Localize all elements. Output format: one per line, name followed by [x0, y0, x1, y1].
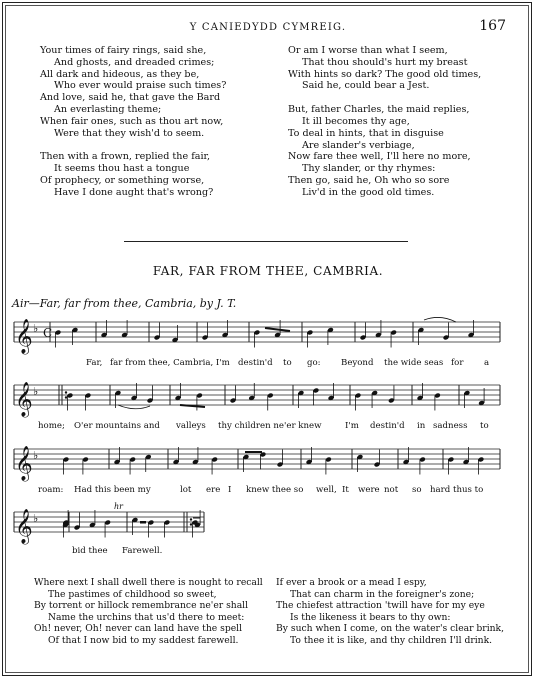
repeat-dot: [65, 396, 67, 398]
time-signature: C: [43, 326, 53, 340]
poem-line: Who ever would praise such times?: [54, 80, 227, 92]
poem-line: Or am I worse than what I seem,: [288, 45, 448, 56]
key-flat: ♭: [33, 385, 39, 398]
verse-line: If ever a brook or a mead I espy,: [276, 577, 427, 588]
poem-line: It ill becomes thy age,: [302, 115, 410, 127]
verse-line: To thee it is like, and thy children I'll drink.: [290, 634, 493, 646]
lyric-word: not: [384, 485, 399, 495]
poem-line: It seems thou hast a tongue: [54, 163, 190, 175]
verse-line: Is the likeness it bears to thy own:: [290, 611, 451, 623]
treble-clef: 𝄞: [15, 382, 33, 417]
poem-line: Your times of fairy rings, said she,: [40, 45, 207, 56]
song-verse-right: [276, 577, 504, 647]
repeat-dot: [190, 518, 192, 520]
verse-line: Of that I now bid to my saddest farewell.: [48, 634, 239, 646]
poem-line: Liv'd in the good old times.: [302, 186, 435, 198]
poem-line: An everlasting theme;: [54, 103, 162, 115]
slur: [424, 317, 456, 322]
lyric-word: bid thee: [72, 546, 108, 556]
poem-line: Were that they wish'd to seem.: [54, 127, 205, 139]
poem-line: Thy slander, or thy rhymes:: [302, 163, 436, 175]
lyric-word: destin'd: [238, 358, 273, 368]
lyric-word: home;: [38, 421, 65, 431]
lyric-word: to: [283, 358, 292, 368]
lyric-word: Far,: [86, 358, 103, 368]
lyric-word: sadness: [433, 421, 468, 431]
verse-line: That can charm in the foreigner's zone;: [290, 588, 475, 600]
lyric-word: thy children ne'er knew: [218, 421, 322, 431]
lyric-word: O'er mountains and: [74, 421, 160, 431]
lyric-word: a: [484, 358, 490, 368]
key-flat: ♭: [33, 449, 39, 462]
lyric-word: I'm: [345, 421, 359, 431]
treble-clef: 𝄞: [15, 446, 33, 481]
verse-line: The chiefest attraction 'twill have for my eye: [276, 600, 485, 612]
lyric-word: were: [358, 485, 380, 495]
repeat-dot: [190, 523, 192, 525]
lyric-word: Beyond: [341, 358, 374, 368]
lyric-word: lot: [180, 485, 192, 495]
poem-line: Then go, said he, Oh who so sore: [288, 174, 450, 186]
verse-line: Oh! never, Oh! never can land have the spell: [34, 623, 243, 635]
trill-ornament: hr: [114, 502, 123, 511]
lyric-word: well,: [316, 485, 337, 495]
poem-line: Have I done aught that's wrong?: [54, 186, 214, 198]
song-verse-left: [34, 577, 263, 647]
lyric-word: to: [480, 421, 489, 431]
lyric-word: the wide seas: [384, 358, 444, 368]
lyric-word: destin'd: [370, 421, 405, 431]
poem-line: That thou should's hurt my breast: [302, 56, 468, 68]
lyric-word: knew thee so: [246, 485, 304, 495]
poem-line: All dark and hideous, as they be,: [40, 68, 200, 80]
lyric-word: so: [412, 485, 422, 495]
lyric-word: It: [342, 485, 349, 495]
lyric-word: far from thee, Cambria, I'm: [110, 358, 230, 368]
poem-line: And love, said he, that gave the Bard: [40, 92, 221, 104]
poem-line: With hints so dark? The good old times,: [288, 68, 482, 80]
poem-line: Of prophecy, or something worse,: [40, 174, 205, 186]
verse-line: Where next I shall dwell there is nought to recall: [34, 577, 263, 588]
poem-line: When fair ones, such as thou art now,: [40, 115, 224, 127]
lyric-word: go:: [307, 358, 321, 368]
verse-line: By such when I come, on the water's clear brink,: [276, 623, 505, 635]
lyric-word: Had this been my: [74, 485, 151, 495]
lyric-word: I: [228, 485, 232, 495]
slur: [118, 405, 150, 409]
repeat-dot: [65, 391, 67, 393]
key-flat: ♭: [33, 512, 39, 525]
lyric-word: for: [451, 358, 464, 368]
poem-line: Said he, could bear a Jest.: [302, 80, 430, 92]
note-beam: [265, 328, 290, 331]
lyric-word: ere: [206, 485, 221, 495]
poem-line: Now fare thee well, I'll here no more,: [288, 151, 471, 163]
poem-line: But, father Charles, the maid replies,: [288, 104, 470, 116]
air-attribution: Air—Far, far from thee, Cambria, by J. T.: [12, 297, 237, 310]
lyric-word: valleys: [176, 421, 206, 431]
verse-line: The pastimes of childhood so sweet,: [48, 588, 217, 600]
poem-line: Are slander's verbiage,: [302, 139, 415, 151]
running-title: Y CANIEDYDD CYMREIG.: [189, 22, 347, 33]
poem-line: Then with a frown, replied the fair,: [40, 151, 211, 163]
lyric-word: Farewell.: [122, 546, 163, 556]
treble-clef: 𝄞: [15, 319, 33, 354]
lyric-word: roam:: [38, 485, 64, 495]
verse-line: By torrent or hillock remembrance ne'er shall: [34, 600, 249, 612]
key-flat: ♭: [33, 322, 39, 335]
treble-clef: 𝄞: [15, 509, 33, 544]
lyric-word: in: [417, 421, 426, 431]
lyric-word: hard thus to: [430, 485, 484, 495]
verse-line: Name the urchins that us'd there to meet:: [48, 611, 245, 623]
half-rest: [140, 521, 146, 524]
page-number: 167: [479, 18, 506, 34]
poem-line: And ghosts, and dreaded crimes;: [54, 56, 215, 68]
song-title: FAR, FAR FROM THEE, CAMBRIA.: [152, 264, 384, 278]
poem-line: To deal in hints, that in disguise: [288, 127, 444, 139]
